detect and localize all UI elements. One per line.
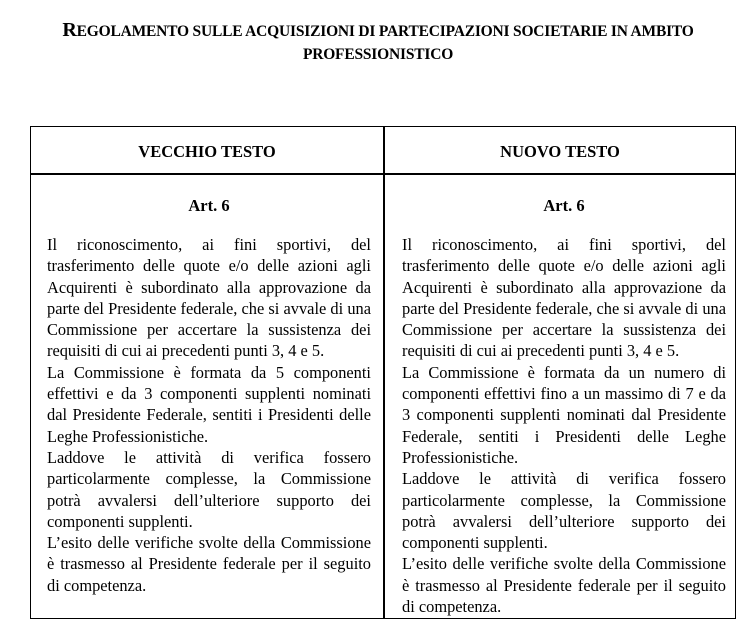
article-heading: Art. 6 [543,196,585,215]
paragraph: Laddove le attività di verifica fossero particolarmente complesse, la Commissione potrà avvalersi dell’ulteriore supporto dei componenti supplenti. [402,469,726,553]
article-heading: Art. 6 [188,196,230,215]
comparison-table [30,126,736,619]
paragraph: La Commissione è formata da 5 componenti effettivi e da 3 componenti supplenti nominati dal Presidente Federale, sentiti i Presidenti delle Leghe Professionistiche. [47,362,371,446]
paragraph: Il riconoscimento, ai fini sportivi, del trasferimento delle quote e/o delle azioni agli Acquirenti è subordinato alla approvazione da parte del Presidente federale, che si avvale di una Commissione per accertare la sussistenza dei requisiti di cui ai precedenti punti 3, 4 e 5. [47,235,371,361]
new-text-cell [402,175,726,617]
old-text-cell [47,175,371,596]
document-title-line-2: PROFESSIONISTICO [302,46,454,63]
paragraph: Laddove le attività di verifica fossero particolarmente complesse, la Commissione potrà avvalersi dell’ulteriore supporto dei componenti supplenti. [47,447,371,531]
column-header-old-text: VECCHIO TESTO [138,142,276,161]
paragraph: L’esito delle verifiche svolte della Commissione è trasmesso al Presidente federale per il seguito di competenza. [402,554,726,617]
column-divider [383,127,385,618]
title-line-1-text: EGOLAMENTO SULLE ACQUISIZIONI DI PARTECIPAZIONI SOCIETARIE IN AMBITO [76,23,694,40]
paragraph: La Commissione è formata da un numero di componenti effettivi fino a un massimo di 7 e da 3 componenti supplenti nominati dal Presidente Federale, sentiti i Presidenti delle Leghe Professionistiche. [402,362,726,467]
title-initial-letter: R [62,19,77,41]
document-title-line-1 [0,19,756,43]
paragraph: Il riconoscimento, ai fini sportivi, del trasferimento delle quote e/o delle azioni agli Acquirenti è subordinato alla approvazione da parte del Presidente federale, che si avvale di una Commissione per accertare la sussistenza dei requisiti di cui ai precedenti punti 3, 4 e 5. [402,235,726,361]
document-title [0,19,756,66]
column-header-new-text: NUOVO TESTO [500,142,620,161]
paragraph: L’esito delle verifiche svolte della Commissione è trasmesso al Presidente federale per il seguito di competenza. [47,533,371,595]
